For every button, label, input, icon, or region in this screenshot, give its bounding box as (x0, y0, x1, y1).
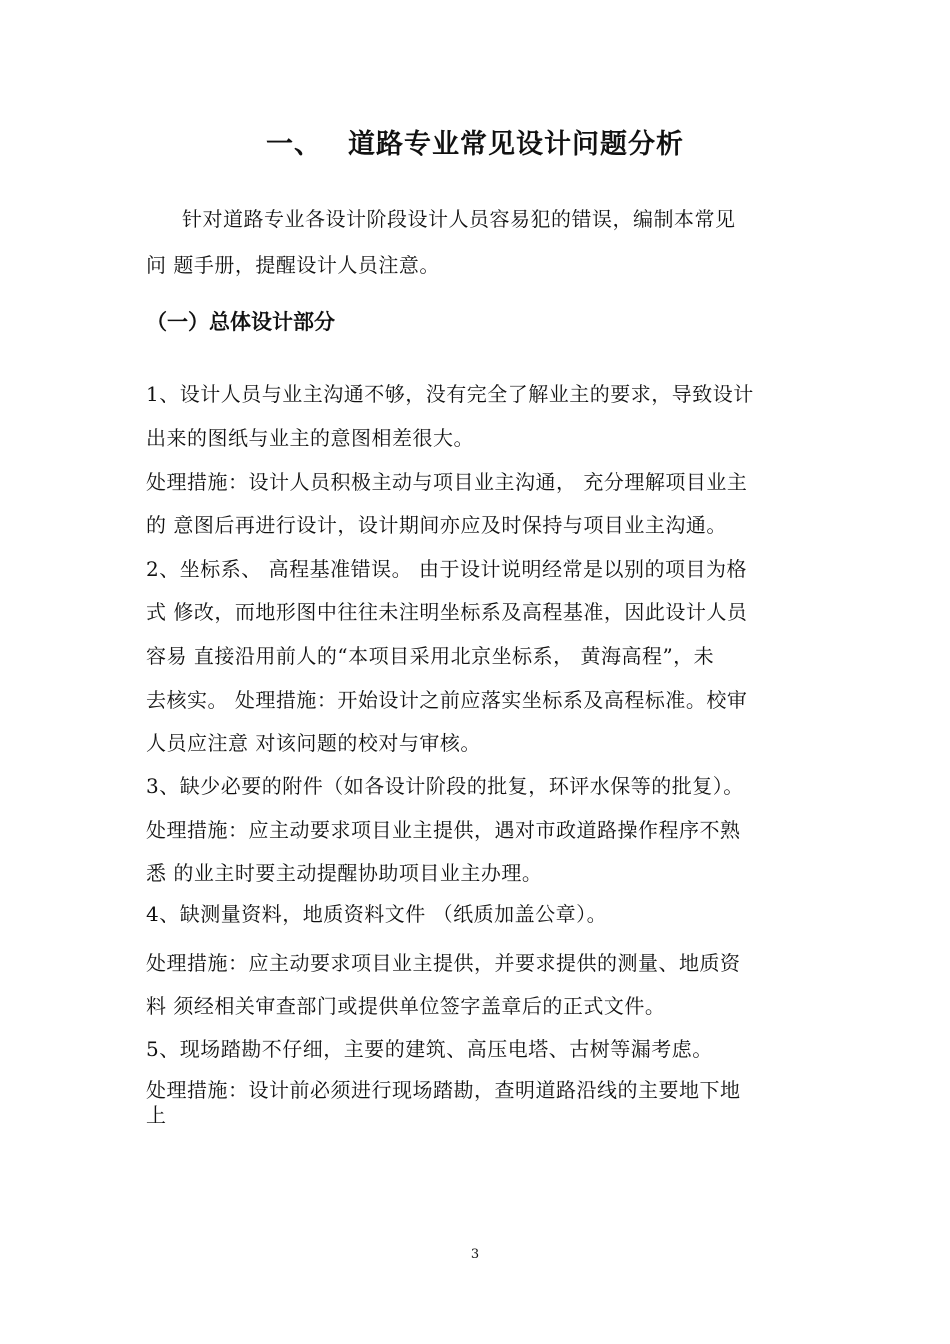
body-line: 3、缺少必要的附件（如各设计阶段的批复，环评水保等的批复）。 (146, 774, 744, 798)
body-line: 处理措施：应主动要求项目业主提供，遇对市政道路操作程序不熟 (146, 818, 741, 842)
title-text: 道路专业常见设计问题分析 (348, 129, 684, 160)
section-heading: （一）总体设计部分 (146, 310, 335, 334)
body-line: 去核实。 处理措施：开始设计之前应落实坐标系及高程标准。校审 (146, 688, 748, 712)
page-title (0, 122, 950, 161)
body-line: 1、设计人员与业主沟通不够，没有完全了解业主的要求，导致设计 (146, 382, 754, 406)
body-line: 式 修改，而地形图中往往未注明坐标系及高程基准，因此设计人员 (146, 600, 748, 624)
body-line: 处理措施：应主动要求项目业主提供，并要求提供的测量、地质资 (146, 951, 741, 975)
body-line: 4、缺测量资料，地质资料文件 （纸质加盖公章）。 (146, 902, 608, 926)
body-line: 的 意图后再进行设计，设计期间亦应及时保持与项目业主沟通。 (146, 513, 727, 537)
body-line: 出来的图纸与业主的意图相差很大。 (146, 426, 474, 450)
body-line: 处理措施：设计人员积极主动与项目业主沟通， 充分理解项目业主 (146, 470, 748, 494)
intro-line-1: 针对道路专业各设计阶段设计人员容易犯的错误，编制本常见 (182, 207, 736, 231)
title-number: 一、 (266, 129, 322, 160)
intro-line-2: 问 题手册，提醒设计人员注意。 (146, 253, 440, 277)
page-number: 3 (470, 1247, 480, 1262)
body-line: 2、坐标系、 高程基准错误。 由于设计说明经常是以别的项目为格 (146, 557, 747, 581)
body-line: 容易 直接沿用前人的“本项目采用北京坐标系， 黄海高程”，未 (146, 644, 715, 668)
body-line: 上 (146, 1103, 167, 1127)
body-line: 料 须经相关审查部门或提供单位签字盖章后的正式文件。 (146, 994, 666, 1018)
body-line: 处理措施：设计前必须进行现场踏勘，查明道路沿线的主要地下地 (146, 1078, 741, 1102)
body-line: 5、现场踏勘不仔细，主要的建筑、高压电塔、古树等漏考虑。 (146, 1037, 713, 1061)
body-line: 悉 的业主时要主动提醒协助项目业主办理。 (146, 861, 543, 885)
body-line: 人员应注意 对该问题的校对与审核。 (146, 731, 481, 755)
